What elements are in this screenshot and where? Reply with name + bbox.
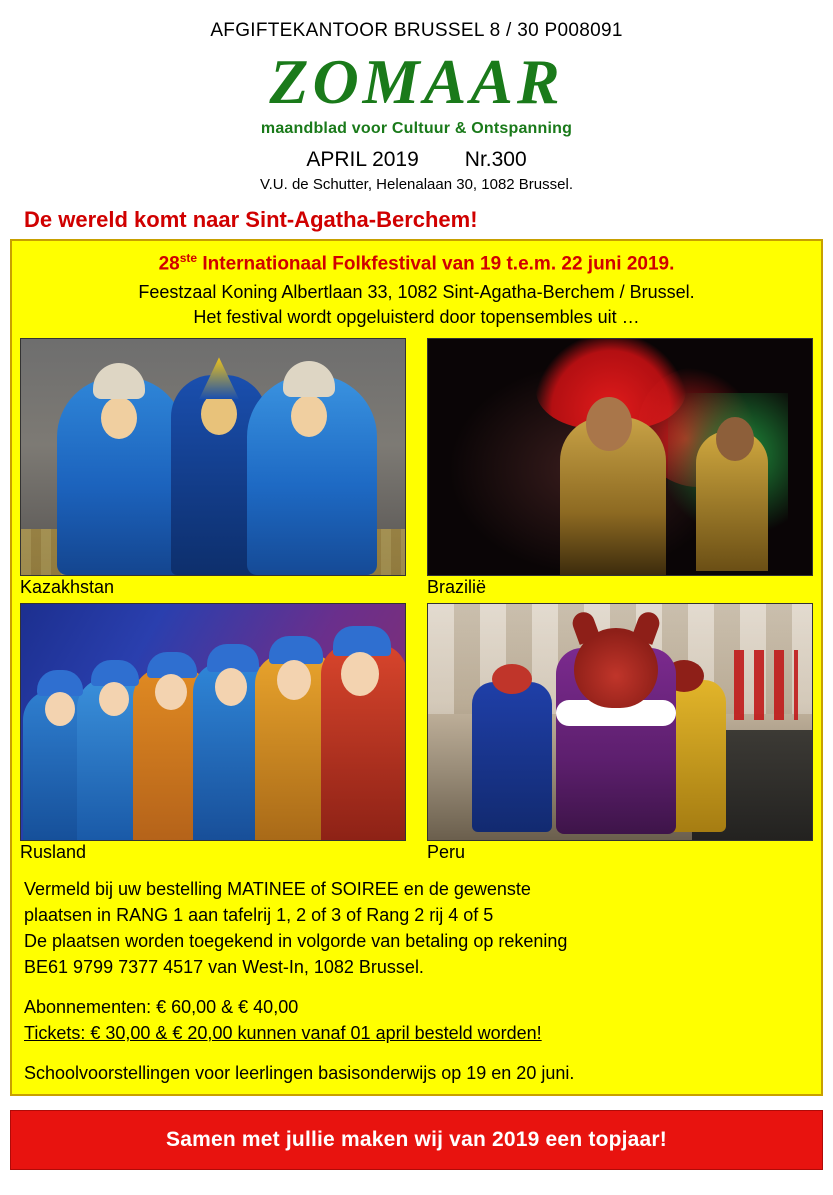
footer-banner: [10, 1110, 823, 1170]
photo-cell-russia: [20, 603, 406, 868]
issue-date: APRIL 2019: [306, 148, 419, 171]
photo-row-bottom: [20, 603, 813, 868]
subscription-prices: Abonnementen: € 60,00 & € 40,00: [24, 997, 299, 1018]
photo-caption: Rusland: [20, 842, 87, 863]
poster-title-rest: Internationaal Folkfestival van 19 t.e.m. 22 juni 2019.: [197, 253, 675, 275]
devil-mask: [574, 628, 658, 708]
masthead: [0, 0, 833, 193]
body-line: plaatsen in RANG 1 aan tafelrij 1, 2 of 3 of Rang 2 rij 4 of 5: [24, 905, 494, 926]
poster-title: [20, 251, 813, 275]
footer-text: Samen met jullie maken wij van 2019 een topjaar!: [166, 1128, 667, 1152]
publication-subtitle: maandblad voor Cultuur & Ontspanning: [260, 120, 573, 137]
dancer-figure: [247, 375, 377, 575]
photo-peru: [427, 603, 813, 841]
poster-venue: Feestzaal Koning Albertlaan 33, 1082 Sint-Agatha-Berchem / Brussel.: [138, 282, 695, 303]
poster-body: [20, 876, 813, 1086]
dancer-figure: [472, 682, 552, 832]
photo-cell-kazakhstan: [20, 338, 406, 603]
issue-number: Nr.300: [464, 148, 527, 171]
body-line: De plaatsen worden toegekend in volgorde van betaling op rekening: [24, 931, 568, 952]
photo-caption: Kazakhstan: [20, 577, 115, 598]
dancer-figure: [57, 377, 185, 575]
photo-russia: [20, 603, 406, 841]
photo-cell-brazil: [427, 338, 813, 603]
issue-line: [0, 148, 833, 172]
publication-title: ZOMAAR: [269, 46, 564, 117]
dancer-face: [586, 397, 632, 451]
body-line: Vermeld bij uw bestelling MATINEE of SOIREE en de gewenste: [24, 879, 531, 900]
section-headline: De wereld komt naar Sint-Agatha-Berchem!: [24, 207, 478, 232]
photo-cell-peru: [427, 603, 813, 868]
responsible-publisher: V.U. de Schutter, Helenalaan 30, 1082 Brussel.: [260, 176, 573, 193]
poster-title-prefix: 28: [158, 253, 180, 275]
flags: [734, 650, 798, 720]
photo-caption: Brazilië: [427, 577, 487, 598]
poster-tagline: Het festival wordt opgeluisterd door topensembles uit …: [193, 307, 640, 328]
photo-brazil: [427, 338, 813, 576]
festival-poster: [10, 239, 823, 1096]
ticket-prices: Tickets: € 30,00 & € 20,00 kunnen vanaf 01 april besteld worden!: [24, 1023, 542, 1044]
poster-title-ordinal: ste: [179, 251, 198, 265]
school-performances: Schoolvoorstellingen voor leerlingen basisonderwijs op 19 en 20 juni.: [24, 1063, 575, 1084]
photo-row-top: [20, 338, 813, 603]
photo-kazakhstan: [20, 338, 406, 576]
body-line: BE61 9799 7377 4517 van West-In, 1082 Brussel.: [24, 957, 424, 978]
photo-grid: [20, 338, 813, 868]
afgiftekantoor-line: AFGIFTEKANTOOR BRUSSEL 8 / 30 P008091: [210, 20, 623, 41]
photo-caption: Peru: [427, 842, 466, 863]
